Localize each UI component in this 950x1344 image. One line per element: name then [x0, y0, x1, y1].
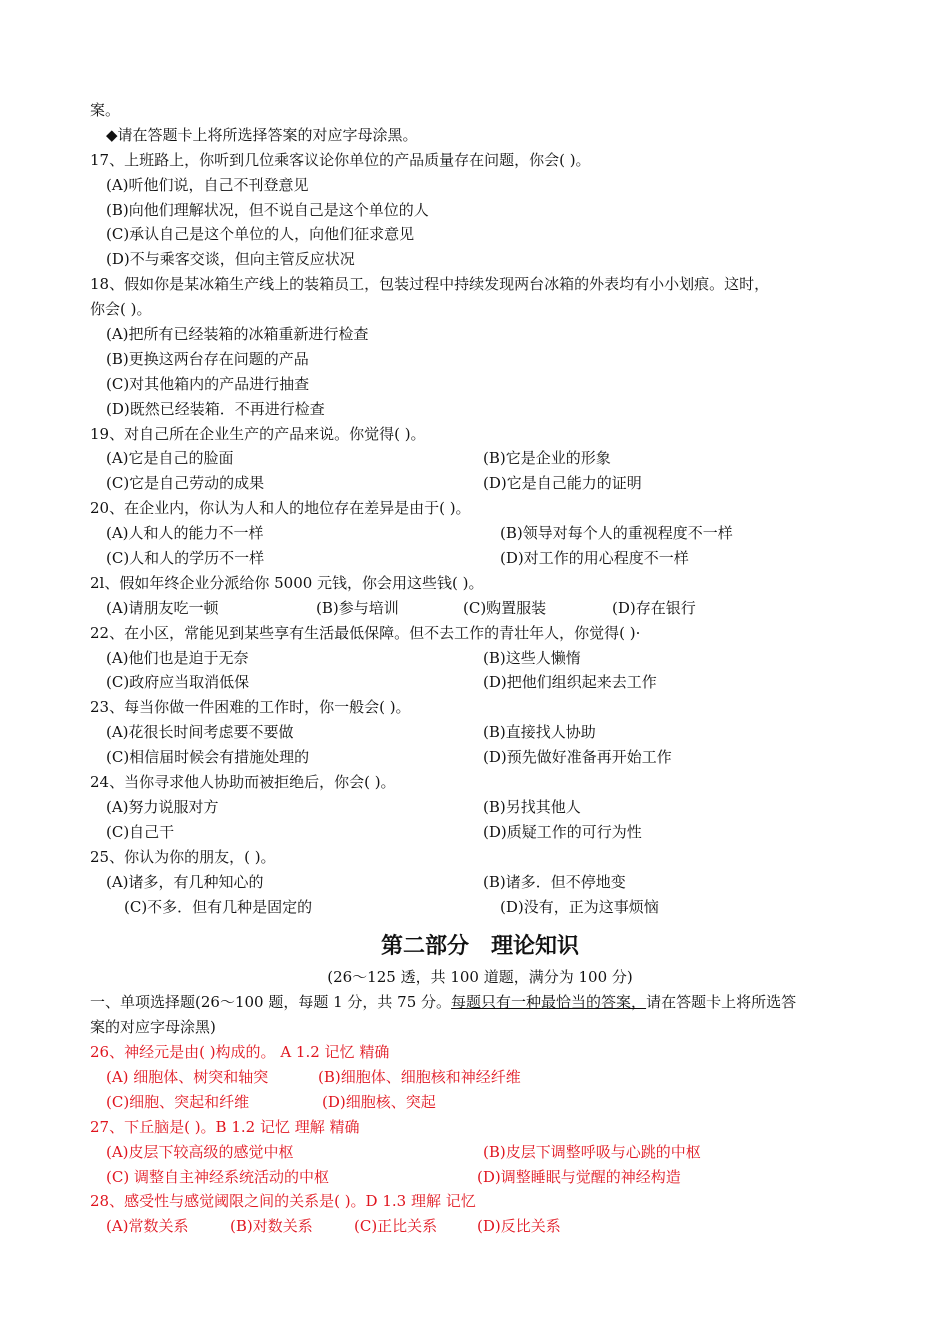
option-b: (B)对数关系: [230, 1217, 313, 1236]
instruction-line: ◆请在答题卡上将所选择答案的对应字母涂黑。: [106, 125, 418, 144]
option-d: (D)把他们组织起来去工作: [483, 673, 657, 692]
option-a: (A) 细胞体、树突和轴突: [106, 1067, 269, 1086]
document-page: [90, 98, 870, 1239]
option-b: (B)领导对每个人的重视程度不一样: [500, 524, 733, 543]
option-row: [90, 596, 870, 621]
option-c: (C)相信届时候会有措施处理的: [106, 748, 310, 767]
option-d: (D)存在银行: [612, 598, 696, 617]
option-b: (B)另找其他人: [483, 797, 581, 816]
question-21: 2l、假如年终企业分派给你 5000 元钱，你会用这些钱( )。: [90, 573, 484, 592]
option-row: [90, 870, 870, 895]
option-row: [90, 795, 870, 820]
option-row: [90, 1165, 870, 1190]
question-23: 23、每当你做一件困难的工作时，你一般会( )。: [90, 698, 411, 717]
section-subtitle: (26～125 透，共 100 道题，满分为 100 分): [327, 968, 633, 987]
option-b: (B)参与培训: [316, 598, 399, 617]
option-d: (D)它是自己能力的证明: [483, 474, 642, 493]
option-row: [90, 646, 870, 671]
option-row: [90, 446, 870, 471]
option-d: (D)质疑工作的可行为性: [483, 822, 642, 841]
option-a: (A)它是自己的脸面: [106, 449, 234, 468]
instruction-text: 请在答题卡上将所选答: [646, 993, 797, 1012]
option-d: (D)既然已经装箱．不再进行检查: [106, 399, 325, 418]
question-24: 24、当你寻求他人协助而被拒绝后，你会( )。: [90, 773, 396, 792]
option-a: (A)诸多，有几种知心的: [106, 872, 264, 891]
option-row: [90, 895, 870, 920]
option-row: [90, 745, 870, 770]
option-d: (D)对工作的用心程度不一样: [500, 549, 689, 568]
section-instruction: [90, 990, 870, 1015]
question-22: 22、在小区，常能见到某些享有生活最低保障。但不去工作的青壮年人，你觉得( )·: [90, 623, 641, 642]
option-a: (A)人和人的能力不一样: [106, 524, 264, 543]
option-c: (C)购置服装: [463, 598, 547, 617]
text-line: 案。: [90, 101, 121, 119]
option-d: (D)没有，正为这事烦恼: [500, 897, 659, 916]
question-27: 27、下丘脑是( )。B 1.2 记忆 理解 精确: [90, 1117, 360, 1136]
option-c: (C)对其他箱内的产品进行抽查: [106, 374, 310, 393]
question-26: 26、神经元是由( )构成的。 A 1.2 记忆 精确: [90, 1043, 390, 1062]
option-row: [90, 546, 870, 571]
section-instruction-cont: 案的对应字母涂黑): [90, 1018, 216, 1037]
option-b: (B)皮层下调整呼吸与心跳的中枢: [483, 1142, 701, 1161]
option-a: (A)皮层下较高级的感觉中枢: [106, 1142, 294, 1161]
option-b: (B)细胞体、细胞核和神经纤维: [318, 1067, 521, 1086]
question-28: 28、感受性与感觉阈限之间的关系是( )。D 1.3 理解 记忆: [90, 1192, 476, 1211]
option-c: (C)人和人的学历不一样: [106, 549, 265, 568]
question-19: 19、对自己所在企业生产的产品来说。你觉得( )。: [90, 424, 426, 443]
option-a: (A)他们也是迫于无奈: [106, 648, 249, 667]
option-b: (B)直接找人协助: [483, 723, 596, 742]
question-20: 20、在企业内，你认为人和人的地位存在差异是由于( )。: [90, 499, 471, 518]
section-title: 第二部分 理论知识: [380, 934, 579, 960]
option-a: (A)听他们说，自己不刊登意见: [106, 175, 309, 194]
option-a: (A)努力说服对方: [106, 797, 219, 816]
option-c: (C)自己干: [106, 822, 175, 841]
option-a: (A)请朋友吃一顿: [106, 598, 219, 617]
option-row: [90, 1065, 870, 1090]
option-row: [90, 1090, 870, 1115]
option-row: [90, 1140, 870, 1165]
instruction-text: 一、单项选择题(26～100 题，每题 1 分，共 75 分。: [90, 993, 452, 1012]
option-b: (B)向他们理解状况，但不说自己是这个单位的人: [106, 200, 429, 219]
option-row: [90, 820, 870, 845]
option-a: (A)把所有已经装箱的冰箱重新进行检查: [106, 325, 369, 344]
option-d: (D)反比关系: [477, 1217, 561, 1236]
option-row: [90, 670, 870, 695]
option-b: (B)更换这两台存在问题的产品: [106, 349, 309, 368]
option-b: (B)它是企业的形象: [483, 449, 611, 468]
option-a: (A)花很长时间考虑要不要做: [106, 723, 294, 742]
option-row: [90, 521, 870, 546]
option-b: (B)诸多．但不停地变: [483, 872, 626, 891]
question-25: 25、你认为你的朋友，( )。: [90, 847, 276, 866]
option-d: (D)细胞核、突起: [322, 1092, 436, 1111]
option-a: (A)常数关系: [106, 1217, 189, 1236]
option-b: (B)这些人懒惰: [483, 648, 581, 667]
option-row: [90, 720, 870, 745]
option-c: (C)不多．但有几种是固定的: [124, 897, 313, 916]
option-row: [90, 471, 870, 496]
option-c: (C)正比关系: [354, 1217, 438, 1236]
option-d: (D)调整睡眠与觉醒的神经构造: [477, 1167, 681, 1186]
option-c: (C)细胞、突起和纤维: [106, 1092, 250, 1111]
instruction-underlined: 每题只有一种最恰当的答案，: [451, 993, 647, 1012]
option-c: (C)承认自己是这个单位的人，向他们征求意见: [106, 225, 415, 244]
option-d: (D)预先做好准备再开始工作: [483, 748, 672, 767]
option-c: (C) 调整自主神经系统活动的中枢: [106, 1167, 329, 1186]
question-18-cont: 你会( )。: [90, 300, 152, 319]
option-c: (C)政府应当取消低保: [106, 673, 250, 692]
question-18: 18、假如你是某冰箱生产线上的装箱员工，包装过程中持续发现两台冰箱的外表均有小小划痕。这时，: [90, 275, 770, 294]
option-d: (D)不与乘客交谈，但向主管反应状况: [106, 250, 355, 269]
option-row: [90, 1214, 870, 1239]
option-c: (C)它是自己劳动的成果: [106, 474, 265, 493]
question-17: 17、上班路上，你听到几位乘客议论你单位的产品质量存在问题，你会( )。: [90, 150, 591, 169]
